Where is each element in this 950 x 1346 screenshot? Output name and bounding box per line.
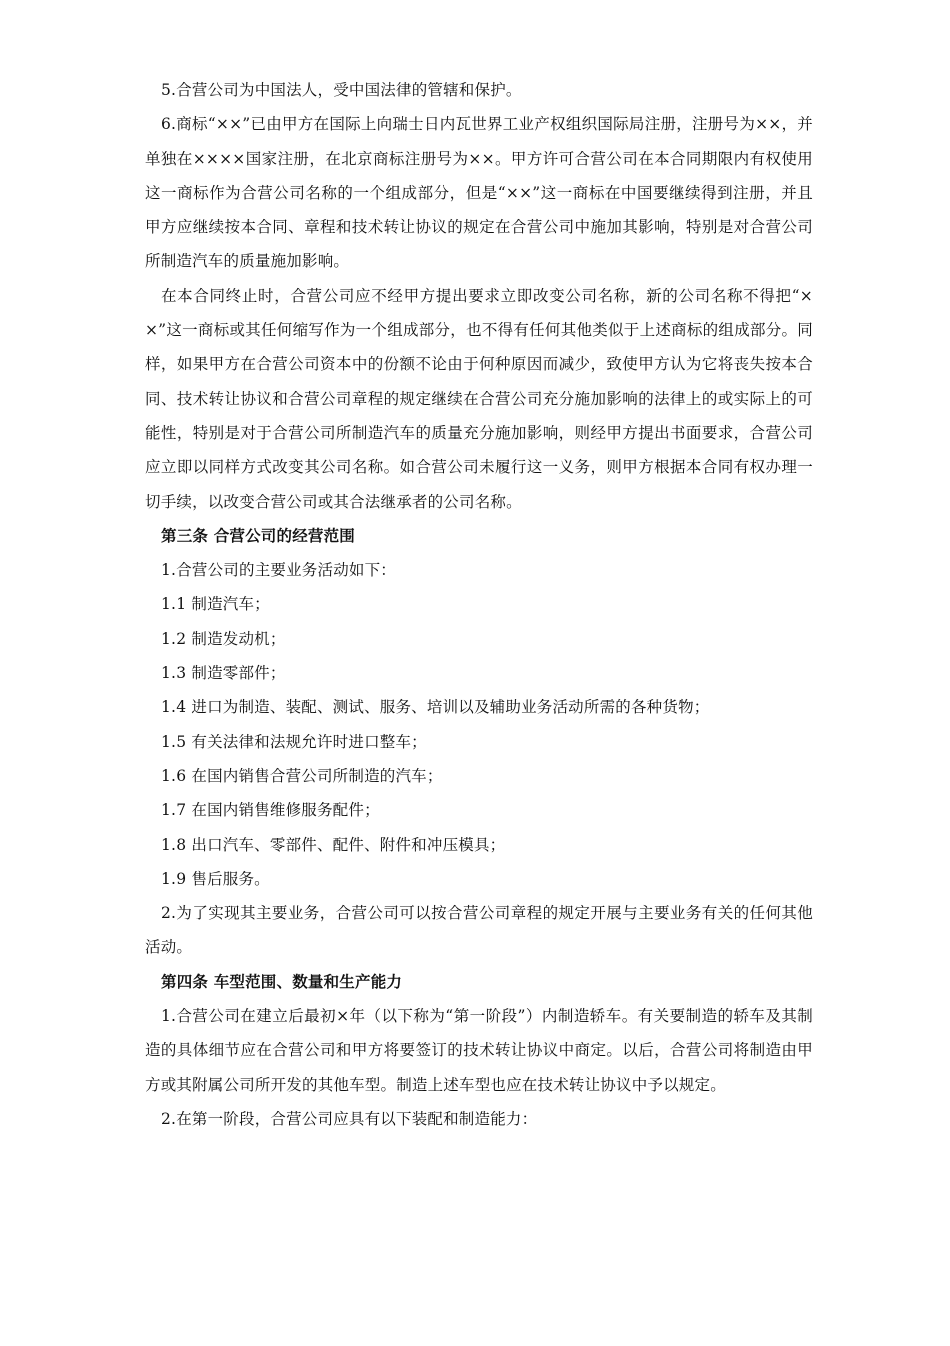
paragraph-contract-termination: 在本合同终止时，合营公司应不经甲方提出要求立即改变公司名称，新的公司名称不得把“××”这一商标或其任何缩写作为一个组成部分，也不得有任何其他类似于上述商标的组成部分。同样，如果甲方在合营公司资本中的份额不论由于何种原因而减少，致使甲方认为它将丧失按本合同、技术转让协议和合营公司章程的规定继续在合营公司充分施加影响的法律上的或实际上的可能性，特别是对于合营公司所制造汽车的质量充分施加影响，则经甲方提出书面要求，合营公司应立即以同样方式改变其公司名称。如合营公司未履行这一义务，则甲方根据本合同有权办理一切手续，以改变合营公司或其合法继承者的公司名称。 [145,286,813,511]
paragraph-4-2: 2.在第一阶段，合营公司应具有以下装配和制造能力： [161,1109,538,1128]
paragraph-5: 5.合营公司为中国法人，受中国法律的管辖和保护。 [161,81,522,99]
paragraph-3-2: 2.为了实现其主要业务，合营公司可以按合营公司章程的规定开展与主要业务有关的任何其他活动。 [145,904,813,957]
list-item-1-9: 1.9 售后服务。 [161,869,270,888]
list-item-1-3: 1.3 制造零部件； [161,664,286,683]
document-body [145,73,813,1136]
paragraph-6-trademark: 6.商标“××”已由甲方在国际上向瑞士日内瓦世界工业产权组织国际局注册，注册号为××，并单独在××××国家注册，在北京商标注册号为××。甲方许可合营公司在本合同期限内有权使用这一商标作为合营公司名称的一个组成部分，但是“××”这一商标在中国要继续得到注册，并且甲方应继续按本合同、章程和技术转让协议的规定在合营公司中施加其影响，特别是对合营公司所制造汽车的质量施加影响。 [145,115,813,271]
list-item-1-2: 1.2 制造发动机； [161,629,286,648]
heading-article-3: 第三条 合营公司的经营范围 [161,525,355,545]
list-item-1-6: 1.6 在国内销售合营公司所制造的汽车； [161,766,443,785]
list-item-1-5: 1.5 有关法律和法规允许时进口整车； [161,732,427,751]
list-item-1-7: 1.7 在国内销售维修服务配件； [161,801,380,820]
heading-article-4: 第四条 车型范围、数量和生产能力 [161,971,403,991]
paragraph-4-1: 1.合营公司在建立后最初×年（以下称为“第一阶段”）内制造轿车。有关要制造的轿车及其制造的具体细节应在合营公司和甲方将要签订的技术转让协议中商定。以后，合营公司将制造由甲方或其附属公司所开发的其他车型。制造上述车型也应在技术转让协议中予以规定。 [145,1007,813,1094]
list-item-1-4: 1.4 进口为制造、装配、测试、服务、培训以及辅助业务活动所需的各种货物； [161,698,710,717]
list-item-1-8: 1.8 出口汽车、零部件、配件、附件和冲压模具； [161,835,506,854]
list-item-1-1: 1.1 制造汽车； [161,595,270,614]
paragraph-3-1: 1.合营公司的主要业务活动如下： [161,561,396,580]
